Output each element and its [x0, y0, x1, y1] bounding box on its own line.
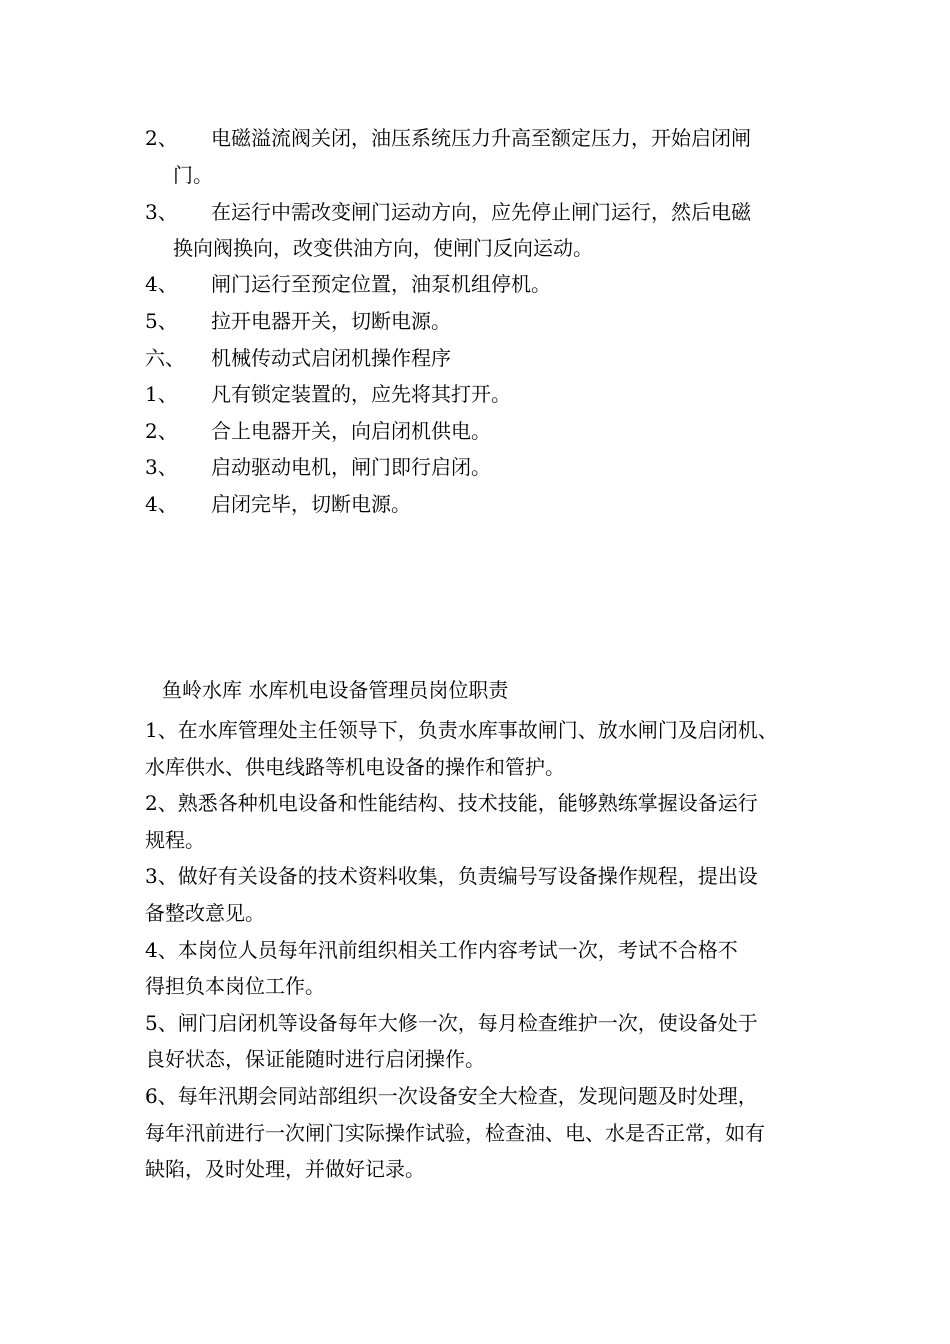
duty-line: 4、本岗位人员每年汛前组织相关工作内容考试一次，考试不合格不	[145, 938, 738, 962]
item-number: 5、	[145, 309, 178, 333]
duty-line: 2、熟悉各种机电设备和性能结构、技术技能，能够熟练掌握设备运行	[145, 791, 758, 815]
duties-title: 鱼岭水库 水库机电设备管理员岗位职责	[162, 678, 509, 702]
duty-line: 良好状态，保证能随时进行启闭操作。	[145, 1047, 485, 1071]
duty-line: 备整改意见。	[145, 901, 265, 925]
duty-line: 3、做好有关设备的技术资料收集，负责编号写设备操作规程，提出设	[145, 864, 758, 888]
item-number: 2、	[145, 419, 178, 443]
duty-line: 缺陷，及时处理，并做好记录。	[145, 1157, 425, 1181]
item-number: 4、	[145, 272, 178, 296]
section-number: 六、	[145, 346, 185, 370]
item-text: 在运行中需改变闸门运动方向，应先停止闸门运行，然后电磁	[211, 200, 751, 224]
item-number: 4、	[145, 492, 178, 516]
duty-line: 规程。	[145, 828, 205, 852]
item-continuation: 换向阀换向，改变供油方向，使闸门反向运动。	[173, 236, 593, 260]
item-text: 启动驱动电机，闸门即行启闭。	[211, 455, 491, 479]
duty-line: 得担负本岗位工作。	[145, 974, 325, 998]
item-text: 启闭完毕，切断电源。	[211, 492, 411, 516]
duty-line: 5、闸门启闭机等设备每年大修一次，每月检查维护一次，使设备处于	[145, 1011, 758, 1035]
duty-line: 水库供水、供电线路等机电设备的操作和管护。	[145, 755, 565, 779]
section-title: 机械传动式启闭机操作程序	[211, 346, 451, 370]
item-text: 闸门运行至预定位置，油泵机组停机。	[211, 272, 551, 296]
item-number: 2、	[145, 126, 178, 150]
item-number: 1、	[145, 382, 178, 406]
item-continuation: 门。	[173, 163, 213, 187]
item-number: 3、	[145, 455, 178, 479]
item-text: 拉开电器开关，切断电源。	[211, 309, 451, 333]
item-text: 合上电器开关，向启闭机供电。	[211, 419, 491, 443]
item-text: 凡有锁定装置的，应先将其打开。	[211, 382, 511, 406]
duty-line: 每年汛前进行一次闸门实际操作试验，检查油、电、水是否正常，如有	[145, 1121, 765, 1145]
duty-line: 6、每年汛期会同站部组织一次设备安全大检查，发现问题及时处理，	[145, 1084, 758, 1108]
item-text: 电磁溢流阀关闭，油压系统压力升高至额定压力，开始启闭闸	[211, 126, 751, 150]
duty-line: 1、在水库管理处主任领导下，负责水库事故闸门、放水闸门及启闭机、	[145, 718, 778, 742]
item-number: 3、	[145, 200, 178, 224]
